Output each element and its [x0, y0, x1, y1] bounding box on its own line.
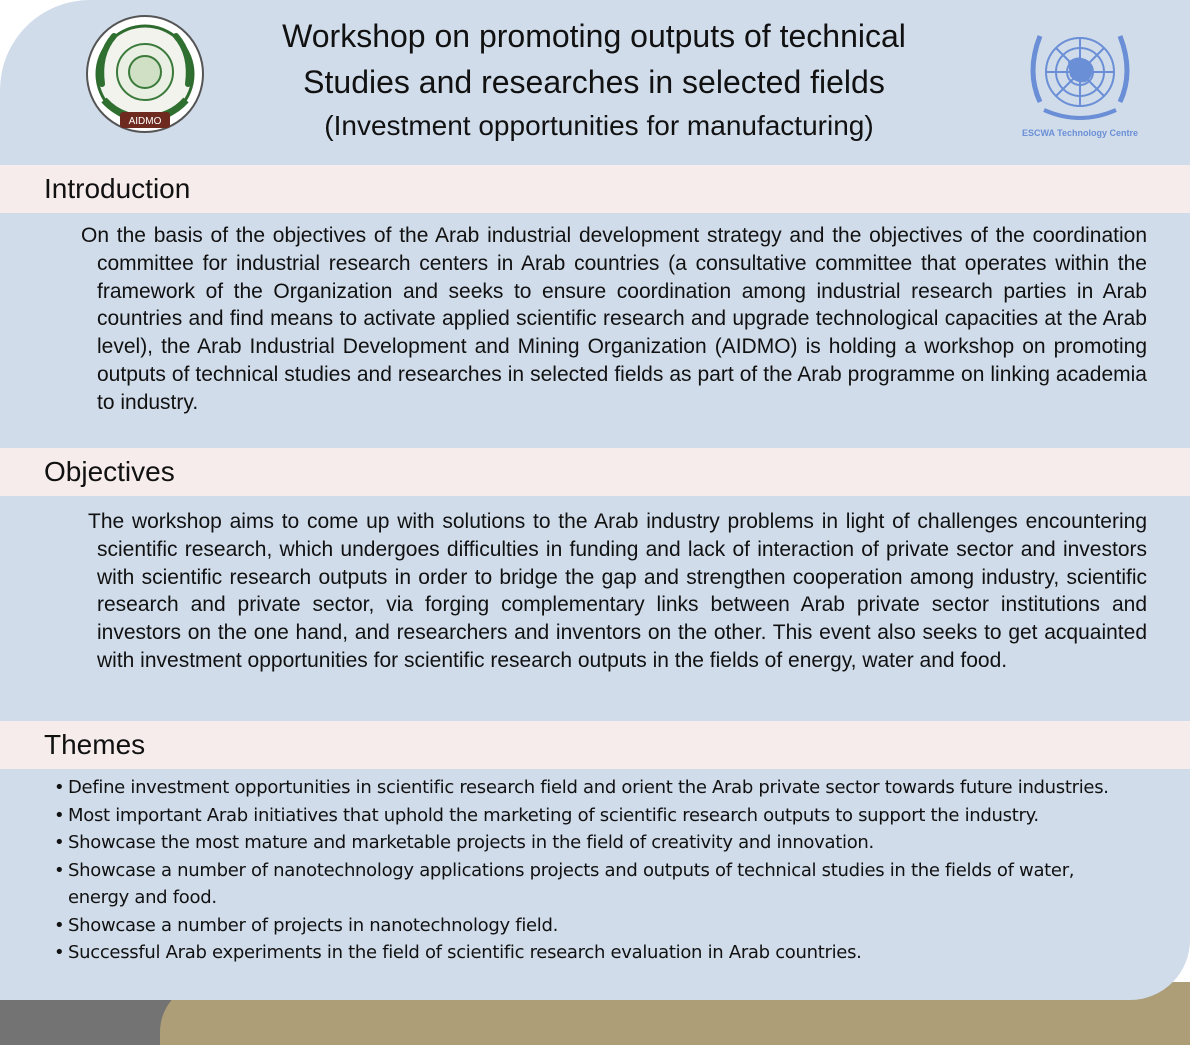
escwa-caption: ESCWA Technology Centre: [1022, 128, 1139, 138]
title-line-3: (Investment opportunities for manufacturing): [324, 110, 874, 141]
objectives-heading: Objectives: [44, 456, 175, 487]
theme-item: • Showcase the most mature and marketable projects in the field of creativity and innovation.: [50, 829, 1140, 857]
introduction-heading: Introduction: [44, 173, 191, 204]
objectives-band: [0, 448, 1190, 496]
aidmo-logo-text: AIDMO: [128, 116, 162, 127]
introduction-band: [0, 165, 1190, 213]
theme-item: • Most important Arab initiatives that uphold the marketing of scientific research outputs to support the industry.: [50, 802, 1140, 830]
un-emblem-icon: [1018, 22, 1142, 144]
header: [0, 0, 1190, 162]
themes-list: [50, 774, 1140, 967]
title-line-2: Studies and researches in selected fields: [303, 64, 885, 100]
title-line-1: Workshop on promoting outputs of technical: [282, 18, 906, 54]
themes-band: [0, 721, 1190, 769]
objectives-text: The workshop aims to come up with solutions to the Arab industry problems in light of challenges encountering scientific research, which undergoes difficulties in funding and lack of interaction of private sector and investors with scientific research outputs in order to bridge the gap and strengthen cooperation among industry, scientific research and private sector, via forging complementary links between Arab private sector institutions and investors on the one hand, and researchers and inventors on the other. This event also seeks to get acquainted with investment opportunities for scientific research outputs in the fields of energy, water and food.: [88, 510, 1147, 672]
themes-heading: Themes: [44, 729, 146, 760]
aidmo-logo-icon: [80, 14, 210, 136]
introduction-text: On the basis of the objectives of the Arab industrial development strategy and the objectives of the coordination committee for industrial research centers in Arab countries (a consultative committee that operates within the framework of the Organization and seeks to ensure coordination among industrial research parties in Arab countries and find means to activate applied scientific research and upgrade technological capacities at the Arab level), the Arab Industrial Development and Mining Organization (AIDMO) is holding a workshop on promoting outputs of technical studies and researches in selected fields as part of the Arab programme on linking academia to industry.: [81, 224, 1147, 414]
theme-item: • Successful Arab experiments in the field of scientific research evaluation in Arab countries.: [50, 939, 1140, 967]
theme-item: • Showcase a number of projects in nanotechnology field.: [50, 912, 1140, 940]
theme-item: • Showcase a number of nanotechnology applications projects and outputs of technical studies in the fields of water, energy and food.: [50, 857, 1140, 912]
theme-item: • Define investment opportunities in scientific research field and orient the Arab private sector towards future industries.: [50, 774, 1140, 802]
